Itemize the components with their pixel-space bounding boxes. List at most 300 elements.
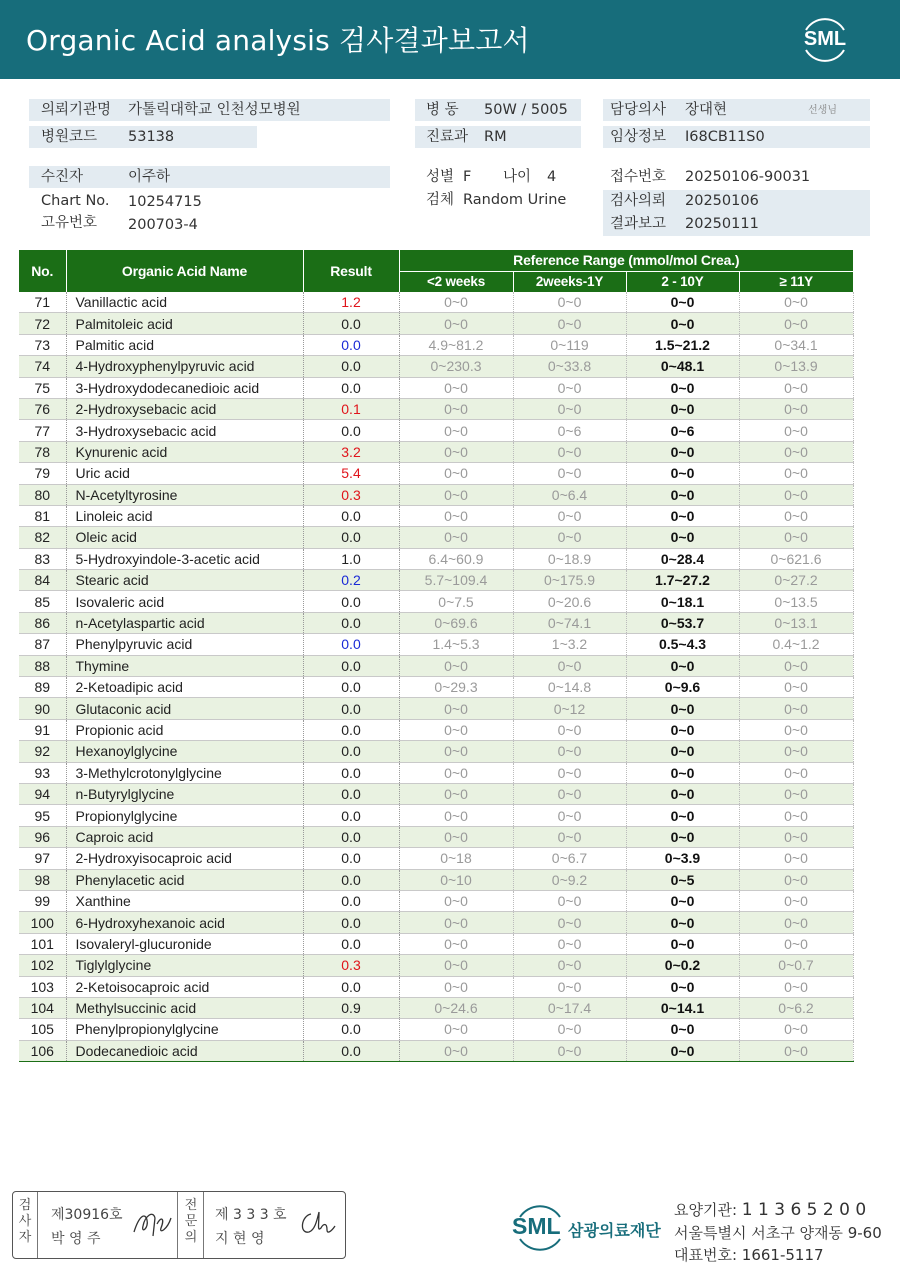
row-number: 98 (19, 869, 66, 890)
unique-label: 고유번호 (41, 215, 98, 231)
range-lt2w: 0~0 (399, 912, 513, 933)
acid-name: n-Butyrylglycine (66, 783, 303, 804)
table-row (19, 805, 853, 826)
range-2w1y: 1~3.2 (513, 634, 626, 655)
range-ge11y: 0~0 (739, 377, 853, 398)
range-lt2w: 0~0 (399, 398, 513, 419)
range-2-10y: 0~0 (626, 505, 739, 526)
range-2w1y: 0~0 (513, 313, 626, 334)
range-lt2w: 0~0 (399, 976, 513, 997)
acid-name: Isovaleryl-glucuronide (66, 933, 303, 954)
range-ge11y: 0~0 (739, 463, 853, 484)
result-value: 0.0 (303, 655, 399, 676)
result-value: 1.2 (303, 292, 399, 313)
doctor-value: 장대현 (685, 102, 728, 118)
row-number: 76 (19, 398, 66, 419)
range-lt2w: 0~10 (399, 869, 513, 890)
range-ge11y: 0~0 (739, 848, 853, 869)
range-ge11y: 0~0 (739, 762, 853, 783)
acid-name: Stearic acid (66, 570, 303, 591)
table-row (19, 484, 853, 505)
row-number: 87 (19, 634, 66, 655)
divider (203, 1192, 204, 1258)
range-lt2w: 0~0 (399, 527, 513, 548)
row-number: 100 (19, 912, 66, 933)
range-2-10y: 0~0 (626, 805, 739, 826)
range-lt2w: 0~0 (399, 1019, 513, 1040)
range-2-10y: 0~3.9 (626, 848, 739, 869)
row-number: 83 (19, 548, 66, 569)
range-2-10y: 0~0 (626, 762, 739, 783)
range-lt2w: 0~0 (399, 783, 513, 804)
range-2w1y: 0~0 (513, 955, 626, 976)
range-lt2w: 0~0 (399, 313, 513, 334)
acid-name: Propionylglycine (66, 805, 303, 826)
acid-name: Thymine (66, 655, 303, 676)
range-2w1y: 0~0 (513, 441, 626, 462)
range-2-10y: 0~0 (626, 377, 739, 398)
acid-name: Palmitoleic acid (66, 313, 303, 334)
table-row (19, 548, 853, 569)
acid-name: n-Acetylaspartic acid (66, 612, 303, 633)
table-row (19, 398, 853, 419)
result-value: 0.0 (303, 334, 399, 355)
inspector-signature-icon (131, 1206, 175, 1244)
row-number: 84 (19, 570, 66, 591)
range-2w1y: 0~0 (513, 826, 626, 847)
table-row (19, 848, 853, 869)
range-lt2w: 0~0 (399, 762, 513, 783)
divider (37, 1192, 38, 1258)
report-header (0, 0, 900, 79)
range-ge11y: 0~0 (739, 741, 853, 762)
col-header-reference: Reference Range (mmol/mol Crea.) (399, 250, 853, 271)
result-value: 0.0 (303, 741, 399, 762)
row-number: 71 (19, 292, 66, 313)
range-2w1y: 0~0 (513, 933, 626, 954)
acid-name: Kynurenic acid (66, 441, 303, 462)
table-row (19, 505, 853, 526)
range-lt2w: 0~0 (399, 484, 513, 505)
range-ge11y: 0~0 (739, 505, 853, 526)
specialist-name: 지 현 영 (215, 1231, 265, 1247)
table-row (19, 890, 853, 911)
range-2w1y: 0~17.4 (513, 997, 626, 1018)
result-value: 0.0 (303, 912, 399, 933)
range-2w1y: 0~0 (513, 463, 626, 484)
row-number: 72 (19, 313, 66, 334)
range-2-10y: 0~0 (626, 441, 739, 462)
request-label: 검사의뢰 (610, 193, 667, 209)
range-lt2w: 0~0 (399, 420, 513, 441)
col-header-result: Result (303, 250, 399, 292)
logo-text: SML (803, 28, 847, 50)
result-value: 0.3 (303, 484, 399, 505)
range-2-10y: 0~0 (626, 398, 739, 419)
range-ge11y: 0~0 (739, 719, 853, 740)
range-ge11y: 0~0.7 (739, 955, 853, 976)
range-lt2w: 0~0 (399, 805, 513, 826)
range-ge11y: 0~0 (739, 420, 853, 441)
col-header-lt2w: <2 weeks (399, 271, 513, 292)
range-2-10y: 0~0 (626, 698, 739, 719)
result-value: 0.0 (303, 612, 399, 633)
result-value: 0.0 (303, 805, 399, 826)
acid-name: Hexanoylglycine (66, 741, 303, 762)
range-2-10y: 0~0 (626, 1040, 739, 1061)
acid-name: Isovaleric acid (66, 591, 303, 612)
table-row (19, 591, 853, 612)
range-2-10y: 0~0 (626, 463, 739, 484)
table-row (19, 527, 853, 548)
range-ge11y: 0~0 (739, 976, 853, 997)
result-value: 1.0 (303, 548, 399, 569)
chart-value: 10254715 (128, 194, 202, 210)
result-value: 0.0 (303, 869, 399, 890)
range-2-10y: 0~6 (626, 420, 739, 441)
range-ge11y: 0~0 (739, 313, 853, 334)
row-number: 94 (19, 783, 66, 804)
col-header-no: No. (19, 250, 66, 292)
range-2-10y: 0~18.1 (626, 591, 739, 612)
range-ge11y: 0~0 (739, 805, 853, 826)
acid-name: 3-Methylcrotonylglycine (66, 762, 303, 783)
range-2w1y: 0~0 (513, 805, 626, 826)
range-2-10y: 0~48.1 (626, 356, 739, 377)
sex-value: F (463, 169, 472, 185)
sml-logo-icon (796, 13, 854, 65)
care-institution (674, 1199, 866, 1220)
range-2w1y: 0~9.2 (513, 869, 626, 890)
result-value: 0.0 (303, 1019, 399, 1040)
row-number: 99 (19, 890, 66, 911)
acid-name: 5-Hydroxyindole-3-acetic acid (66, 548, 303, 569)
report-title: Organic Acid analysis 검사결과보고서 (26, 24, 530, 57)
range-2w1y: 0~0 (513, 719, 626, 740)
acid-name: Tiglylglycine (66, 955, 303, 976)
table-row (19, 869, 853, 890)
range-2w1y: 0~119 (513, 334, 626, 355)
result-value: 0.9 (303, 997, 399, 1018)
range-2w1y: 0~6.7 (513, 848, 626, 869)
inspector-license: 제30916호 (51, 1207, 123, 1223)
row-number: 95 (19, 805, 66, 826)
patient-box (29, 166, 390, 188)
range-2-10y: 0~0 (626, 783, 739, 804)
result-value: 0.0 (303, 933, 399, 954)
ward-value: 50W / 5005 (484, 102, 568, 118)
row-number: 86 (19, 612, 66, 633)
range-2w1y: 0~0 (513, 762, 626, 783)
acid-name: 2-Ketoisocaproic acid (66, 976, 303, 997)
table-row (19, 334, 853, 355)
col-header-2w1y: 2weeks-1Y (513, 271, 626, 292)
acid-name: 3-Hydroxydodecanedioic acid (66, 377, 303, 398)
acid-name: Glutaconic acid (66, 698, 303, 719)
table-row (19, 912, 853, 933)
specialist-label: 전 문 의 (184, 1198, 198, 1245)
report-date-value: 20250111 (685, 216, 759, 232)
row-number: 105 (19, 1019, 66, 1040)
range-ge11y: 0~0 (739, 826, 853, 847)
range-ge11y: 0~0 (739, 890, 853, 911)
row-number: 92 (19, 741, 66, 762)
range-2-10y: 0~0 (626, 741, 739, 762)
row-number: 101 (19, 933, 66, 954)
range-2w1y: 0~0 (513, 912, 626, 933)
sex-label: 성별 (426, 169, 455, 185)
range-ge11y: 0.4~1.2 (739, 634, 853, 655)
range-2w1y: 0~12 (513, 698, 626, 719)
range-lt2w: 0~0 (399, 463, 513, 484)
range-2w1y: 0~6 (513, 420, 626, 441)
range-ge11y: 0~0 (739, 783, 853, 804)
range-2-10y: 0~0 (626, 484, 739, 505)
signature-box (12, 1191, 346, 1259)
range-2-10y: 1.7~27.2 (626, 570, 739, 591)
acid-name: 2-Ketoadipic acid (66, 677, 303, 698)
range-2w1y: 0~20.6 (513, 591, 626, 612)
range-2w1y: 0~0 (513, 741, 626, 762)
range-2w1y: 0~175.9 (513, 570, 626, 591)
row-number: 78 (19, 441, 66, 462)
range-ge11y: 0~0 (739, 527, 853, 548)
result-value: 0.2 (303, 570, 399, 591)
result-value: 0.0 (303, 377, 399, 398)
row-number: 88 (19, 655, 66, 676)
range-2w1y: 0~0 (513, 976, 626, 997)
table-row (19, 356, 853, 377)
result-value: 0.0 (303, 527, 399, 548)
ward-label: 병 동 (426, 102, 459, 118)
range-2-10y: 0~0 (626, 826, 739, 847)
result-value: 0.0 (303, 783, 399, 804)
result-value: 0.0 (303, 1040, 399, 1061)
acid-name: Linoleic acid (66, 505, 303, 526)
care-number: 1 1 3 6 5 2 0 0 (741, 1200, 867, 1220)
phone-label: 대표번호: (674, 1246, 738, 1264)
acid-name: Phenylacetic acid (66, 869, 303, 890)
result-value: 0.0 (303, 677, 399, 698)
row-number: 73 (19, 334, 66, 355)
dept-label: 진료과 (426, 129, 469, 145)
range-2w1y: 0~0 (513, 505, 626, 526)
row-number: 82 (19, 527, 66, 548)
range-ge11y: 0~13.5 (739, 591, 853, 612)
result-value: 0.0 (303, 313, 399, 334)
row-number: 81 (19, 505, 66, 526)
range-lt2w: 0~29.3 (399, 677, 513, 698)
result-value: 0.0 (303, 356, 399, 377)
range-2-10y: 0~0 (626, 890, 739, 911)
table-row (19, 313, 853, 334)
acid-name: Oleic acid (66, 527, 303, 548)
acid-name: 6-Hydroxyhexanoic acid (66, 912, 303, 933)
divider (177, 1192, 178, 1258)
range-2w1y: 0~74.1 (513, 612, 626, 633)
result-value: 0.1 (303, 398, 399, 419)
range-2-10y: 0.5~4.3 (626, 634, 739, 655)
range-ge11y: 0~621.6 (739, 548, 853, 569)
range-ge11y: 0~0 (739, 869, 853, 890)
range-2-10y: 0~0 (626, 1019, 739, 1040)
specimen-value: Random Urine (463, 192, 567, 208)
range-lt2w: 0~0 (399, 655, 513, 676)
receipt-value: 20250106-90031 (685, 169, 811, 185)
acid-name: Caproic acid (66, 826, 303, 847)
request-value: 20250106 (685, 193, 759, 209)
clinical-label: 임상정보 (610, 129, 667, 145)
table-row (19, 826, 853, 847)
acid-name: 2-Hydroxysebacic acid (66, 398, 303, 419)
acid-name: Methylsuccinic acid (66, 997, 303, 1018)
range-lt2w: 0~18 (399, 848, 513, 869)
report-date-label: 결과보고 (610, 216, 667, 232)
result-value: 0.0 (303, 976, 399, 997)
row-number: 96 (19, 826, 66, 847)
table-row (19, 634, 853, 655)
range-2-10y: 0~9.6 (626, 677, 739, 698)
row-number: 77 (19, 420, 66, 441)
row-number: 103 (19, 976, 66, 997)
acid-name: 2-Hydroxyisocaproic acid (66, 848, 303, 869)
range-2-10y: 0~0 (626, 912, 739, 933)
table-row (19, 463, 853, 484)
range-lt2w: 0~0 (399, 741, 513, 762)
range-2-10y: 0~0 (626, 976, 739, 997)
row-number: 90 (19, 698, 66, 719)
specialist-signature-icon (295, 1206, 339, 1244)
range-2w1y: 0~33.8 (513, 356, 626, 377)
range-2w1y: 0~0 (513, 655, 626, 676)
table-row (19, 955, 853, 976)
table-row (19, 612, 853, 633)
range-lt2w: 4.9~81.2 (399, 334, 513, 355)
hospital-code-value: 53138 (128, 129, 175, 145)
inspector-label: 검 사 자 (18, 1198, 32, 1245)
range-lt2w: 1.4~5.3 (399, 634, 513, 655)
result-value: 0.3 (303, 955, 399, 976)
range-lt2w: 0~69.6 (399, 612, 513, 633)
range-2w1y: 0~0 (513, 1040, 626, 1061)
result-value: 0.0 (303, 591, 399, 612)
range-lt2w: 0~0 (399, 441, 513, 462)
row-number: 97 (19, 848, 66, 869)
table-row (19, 997, 853, 1018)
doctor-suffix: 선생님 (808, 105, 837, 116)
care-label: 요양기관: (674, 1201, 738, 1219)
row-number: 79 (19, 463, 66, 484)
clinical-value: I68CB11S0 (685, 129, 765, 145)
row-number: 104 (19, 997, 66, 1018)
age-value: 4 (547, 169, 557, 185)
table-row (19, 292, 853, 313)
range-2-10y: 0~53.7 (626, 612, 739, 633)
range-2w1y: 0~0 (513, 527, 626, 548)
result-value: 0.0 (303, 890, 399, 911)
footer-logo-text: SML (512, 1213, 561, 1239)
range-lt2w: 0~7.5 (399, 591, 513, 612)
row-number: 80 (19, 484, 66, 505)
range-2-10y: 0~0 (626, 313, 739, 334)
range-ge11y: 0~0 (739, 912, 853, 933)
receipt-label: 접수번호 (610, 169, 667, 185)
range-ge11y: 0~13.9 (739, 356, 853, 377)
range-ge11y: 0~13.1 (739, 612, 853, 633)
range-lt2w: 0~24.6 (399, 997, 513, 1018)
row-number: 93 (19, 762, 66, 783)
table-row (19, 677, 853, 698)
range-2-10y: 0~0 (626, 655, 739, 676)
institution-value: 가톨릭대학교 인천성모병원 (128, 102, 301, 118)
range-ge11y: 0~0 (739, 398, 853, 419)
range-2w1y: 0~0 (513, 1019, 626, 1040)
patient-label: 수진자 (41, 169, 84, 185)
specialist-license: 제 3 3 3 호 (215, 1207, 287, 1223)
acid-name: 4-Hydroxyphenylpyruvic acid (66, 356, 303, 377)
table-row (19, 783, 853, 804)
acid-name: Propionic acid (66, 719, 303, 740)
acid-name: Vanillactic acid (66, 292, 303, 313)
acid-name: Phenylpropionylglycine (66, 1019, 303, 1040)
range-2-10y: 0~0 (626, 933, 739, 954)
range-lt2w: 0~0 (399, 377, 513, 398)
range-2-10y: 0~0.2 (626, 955, 739, 976)
foundation-name: 삼광의료재단 (568, 1221, 661, 1240)
phone-number: 1661-5117 (741, 1246, 824, 1264)
table-row (19, 719, 853, 740)
range-2w1y: 0~0 (513, 783, 626, 804)
row-number: 75 (19, 377, 66, 398)
range-2-10y: 0~28.4 (626, 548, 739, 569)
result-value: 0.0 (303, 698, 399, 719)
range-2w1y: 0~0 (513, 292, 626, 313)
range-ge11y: 0~0 (739, 933, 853, 954)
range-lt2w: 0~0 (399, 826, 513, 847)
range-2w1y: 0~6.4 (513, 484, 626, 505)
range-ge11y: 0~0 (739, 677, 853, 698)
inspector-name: 박 영 주 (51, 1231, 101, 1247)
table-row (19, 762, 853, 783)
table-row (19, 420, 853, 441)
acid-name: Uric acid (66, 463, 303, 484)
range-lt2w: 0~0 (399, 933, 513, 954)
range-ge11y: 0~0 (739, 655, 853, 676)
table-row (19, 976, 853, 997)
row-number: 91 (19, 719, 66, 740)
range-ge11y: 0~0 (739, 484, 853, 505)
acid-name: 3-Hydroxysebacic acid (66, 420, 303, 441)
range-lt2w: 0~0 (399, 719, 513, 740)
range-lt2w: 0~230.3 (399, 356, 513, 377)
table-row (19, 441, 853, 462)
table-row (19, 1040, 853, 1061)
range-2w1y: 0~0 (513, 398, 626, 419)
dept-value: RM (484, 129, 507, 145)
result-value: 0.0 (303, 634, 399, 655)
age-label: 나이 (503, 169, 532, 185)
range-2-10y: 0~14.1 (626, 997, 739, 1018)
range-2w1y: 0~18.9 (513, 548, 626, 569)
acid-name: Xanthine (66, 890, 303, 911)
table-row (19, 377, 853, 398)
range-lt2w: 0~0 (399, 890, 513, 911)
institution-label: 의뢰기관명 (41, 102, 112, 118)
row-number: 74 (19, 356, 66, 377)
acid-name: Palmitic acid (66, 334, 303, 355)
range-2w1y: 0~0 (513, 377, 626, 398)
row-number: 102 (19, 955, 66, 976)
